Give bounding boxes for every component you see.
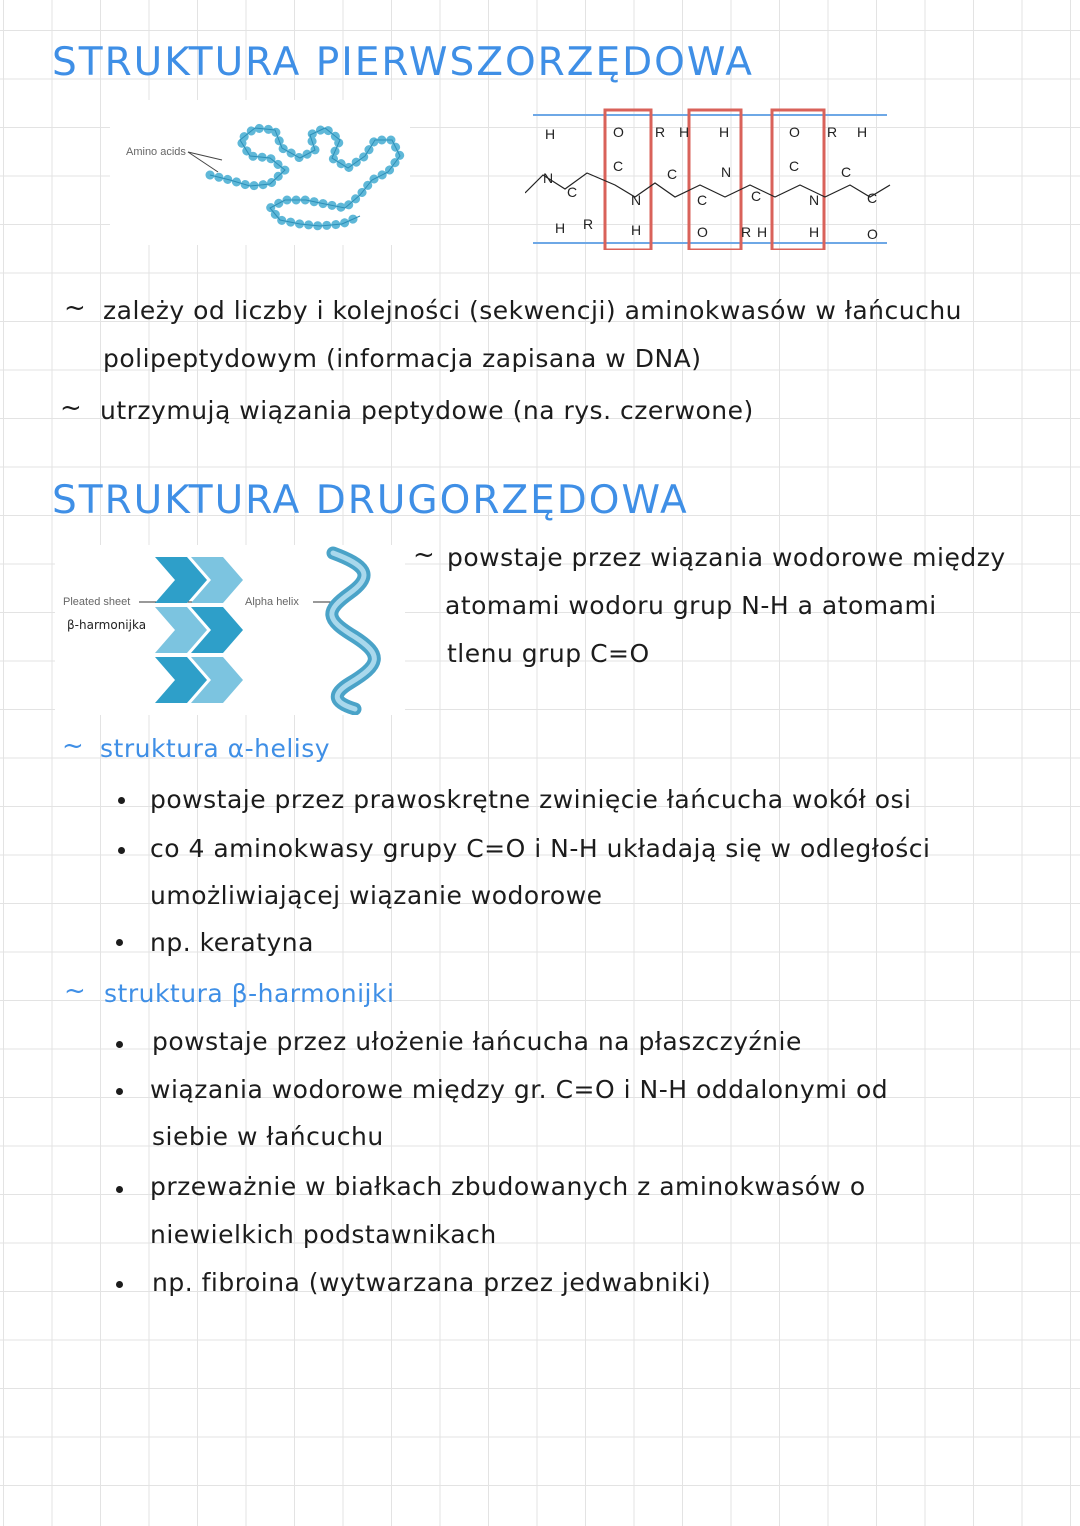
- svg-text:H: H: [757, 224, 768, 240]
- svg-text:H: H: [857, 124, 868, 140]
- alpha-item-2-line-1: co 4 aminokwasy grupy C=O i N-H układają się w odległości: [150, 834, 931, 863]
- tilde-bullet: ~: [64, 293, 86, 323]
- beta-item-2-line-2: siebie w łańcuchu: [152, 1122, 384, 1151]
- svg-text:H: H: [631, 222, 642, 238]
- tilde-bullet: ~: [60, 393, 82, 423]
- dot-bullet: [116, 1281, 123, 1288]
- secondary-structure-svg: [55, 545, 405, 715]
- svg-text:H: H: [555, 220, 566, 236]
- beta-item-2-line-1: wiązania wodorowe między gr. C=O i N-H oddalonymi od: [150, 1075, 889, 1104]
- dot-bullet: [118, 797, 125, 804]
- chain-atom-labels: [543, 124, 878, 242]
- beta-item-4-line-1: np. fibroina (wytwarzana przez jedwabniki): [152, 1268, 712, 1297]
- beta-sheet-note: β-harmonijka: [67, 618, 147, 632]
- secondary-structure-figure: [55, 545, 405, 715]
- secondary-intro-line-1: powstaje przez wiązania wodorowe między: [447, 543, 1006, 572]
- svg-text:R: R: [827, 124, 838, 140]
- svg-text:H: H: [809, 224, 820, 240]
- primary-bullet-1-line-2: polipeptydowym (informacja zapisana w DNA): [103, 344, 702, 373]
- dot-bullet: [116, 1041, 123, 1048]
- dot-bullet: [116, 1186, 123, 1193]
- svg-text:C: C: [841, 164, 852, 180]
- svg-text:O: O: [789, 124, 800, 140]
- svg-text:C: C: [789, 158, 800, 174]
- svg-text:C: C: [613, 158, 624, 174]
- svg-text:H: H: [679, 124, 690, 140]
- amino-acid-chain-svg: [110, 100, 410, 245]
- svg-text:R: R: [655, 124, 666, 140]
- dot-bullet: [116, 939, 123, 946]
- primary-bullet-2-line-1: utrzymują wiązania peptydowe (na rys. czerwone): [100, 396, 754, 425]
- primary-bullet-1-line-1: zależy od liczby i kolejności (sekwencji) aminokwasów w łańcuchu: [103, 296, 963, 325]
- dot-bullet: [118, 847, 125, 854]
- svg-text:H: H: [545, 126, 556, 142]
- svg-text:H: H: [719, 124, 730, 140]
- primary-structure-heading: STRUKTURA PIERWSZORZĘDOWA: [52, 40, 754, 85]
- pleated-sheet-label: Pleated sheet: [63, 596, 131, 608]
- svg-text:O: O: [867, 226, 878, 242]
- alpha-item-1-line-1: powstaje przez prawoskrętne zwinięcie łańcucha wokół osi: [150, 785, 912, 814]
- tilde-bullet: ~: [413, 540, 435, 570]
- pleated-sheet-shape: [155, 557, 243, 703]
- secondary-intro-line-2: atomami wodoru grup N-H a atomami: [445, 591, 937, 620]
- alpha-helix-shape: [332, 553, 375, 709]
- secondary-structure-heading: STRUKTURA DRUGORZĘDOWA: [52, 478, 689, 523]
- alpha-helix-label: Alpha helix: [245, 596, 299, 608]
- svg-text:N: N: [721, 164, 732, 180]
- svg-text:C: C: [667, 166, 678, 182]
- beta-sheet-title: struktura β-harmonijki: [104, 979, 395, 1008]
- alpha-helix-title: struktura α-helisy: [100, 734, 331, 763]
- svg-text:C: C: [867, 190, 878, 206]
- svg-text:O: O: [613, 124, 624, 140]
- svg-text:R: R: [583, 216, 594, 232]
- svg-text:N: N: [543, 170, 554, 186]
- alpha-item-2-line-2: umożliwiającej wiązanie wodorowe: [150, 881, 603, 910]
- svg-text:O: O: [697, 224, 708, 240]
- dot-bullet: [116, 1088, 123, 1095]
- bead-chain: [210, 128, 400, 226]
- peptide-backbone-diagram: [525, 105, 895, 250]
- alpha-item-3-line-1: np. keratyna: [150, 928, 314, 957]
- beta-item-3-line-2: niewielkich podstawnikach: [150, 1220, 497, 1249]
- svg-text:C: C: [567, 184, 578, 200]
- peptide-bond-box-1: [605, 110, 651, 250]
- beta-item-3-line-1: przeważnie w białkach zbudowanych z aminokwasów o: [150, 1172, 866, 1201]
- svg-text:N: N: [631, 192, 642, 208]
- tilde-bullet: ~: [62, 731, 84, 761]
- svg-text:C: C: [751, 188, 762, 204]
- tilde-bullet: ~: [64, 976, 86, 1006]
- secondary-intro-line-3: tlenu grup C=O: [447, 639, 650, 668]
- amino-acids-label: Amino acids: [126, 146, 186, 158]
- svg-text:C: C: [697, 192, 708, 208]
- svg-text:R: R: [741, 224, 752, 240]
- beta-item-1-line-1: powstaje przez ułożenie łańcucha na płaszczyźnie: [152, 1027, 802, 1056]
- svg-text:N: N: [809, 192, 820, 208]
- amino-acid-chain-figure: [110, 100, 410, 245]
